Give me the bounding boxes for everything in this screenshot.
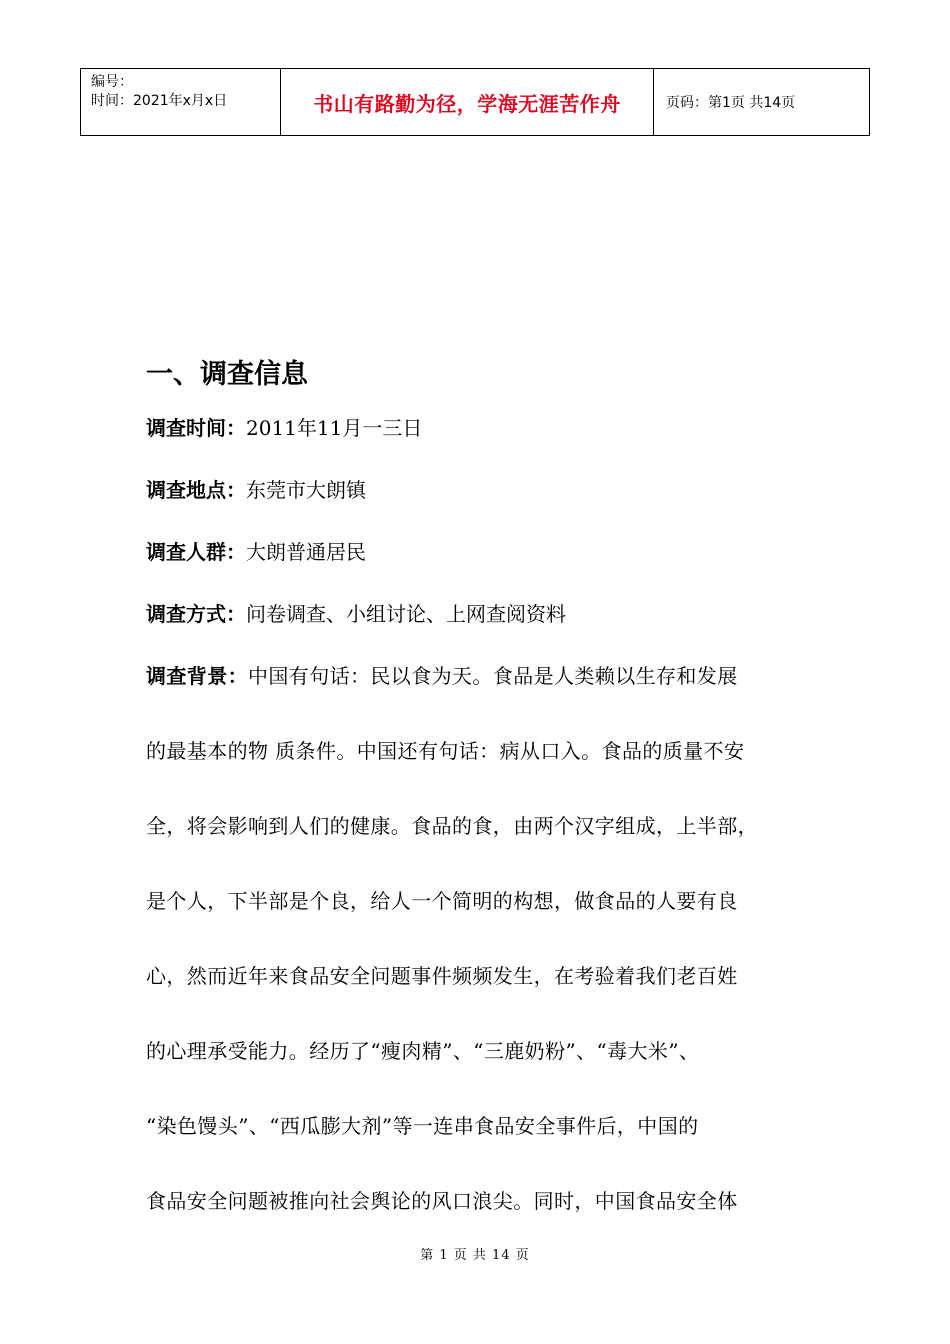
field-label: 调查方式： <box>146 602 246 626</box>
field-label: 调查时间： <box>146 416 246 440</box>
field-value: 2011年11月一三日 <box>246 416 423 440</box>
document-body <box>146 352 811 1245</box>
header-page-cell <box>654 69 870 135</box>
background-text: 中国有句话：民以食为天。食品是人类赖以生存和发展 <box>248 664 738 688</box>
background-paragraph-line: 食品安全问题被推向社会舆论的风口浪尖。同时，中国食品安全体 <box>146 1189 738 1213</box>
document-date-label: 时间：2021年x月x日 <box>91 93 228 109</box>
field-value: 东莞市大朗镇 <box>246 478 366 502</box>
header-motto: 书山有路勤为径，学海无涯苦作舟 <box>313 91 621 116</box>
background-paragraph-line: 的心理承受能力。经历了“瘦肉精”、“三鹿奶粉”、“毒大米”、 <box>146 1039 700 1063</box>
field-value: 大朗普通居民 <box>246 540 366 564</box>
survey-time-field <box>146 397 811 459</box>
background-paragraph-line: 的最基本的物 质条件。中国还有句话：病从口入。食品的质量不安 <box>146 739 745 763</box>
field-label: 调查人群： <box>146 540 246 564</box>
survey-population-field <box>146 521 811 583</box>
header-meta-cell <box>80 69 281 135</box>
background-paragraph-line: 心，然而近年来食品安全问题事件频频发生，在考验着我们老百姓 <box>146 964 738 988</box>
section-title: 一、调查信息 <box>146 359 308 390</box>
background-paragraph-line: 是个人，下半部是个良，给人一个简明的构想，做食品的人要有良 <box>146 889 738 913</box>
field-label: 调查地点： <box>146 478 246 502</box>
background-paragraph-line: 全，将会影响到人们的健康。食品的食，由两个汉字组成，上半部， <box>146 814 758 838</box>
header-page-info: 页码：第1页 共14页 <box>666 95 796 111</box>
header-motto-cell <box>281 69 654 135</box>
background-label: 调查背景： <box>146 664 248 688</box>
background-paragraph-line: “染色馒头”、“西瓜膨大剂”等一连串食品安全事件后，中国的 <box>146 1114 699 1138</box>
background-paragraph-line <box>146 645 811 720</box>
document-header <box>80 68 870 136</box>
document-number-label: 编号： <box>91 74 133 90</box>
survey-location-field <box>146 459 811 521</box>
page-footer: 第 1 页 共 14 页 <box>420 1248 530 1263</box>
survey-method-field <box>146 583 811 645</box>
field-value: 问卷调查、小组讨论、上网查阅资料 <box>246 602 566 626</box>
